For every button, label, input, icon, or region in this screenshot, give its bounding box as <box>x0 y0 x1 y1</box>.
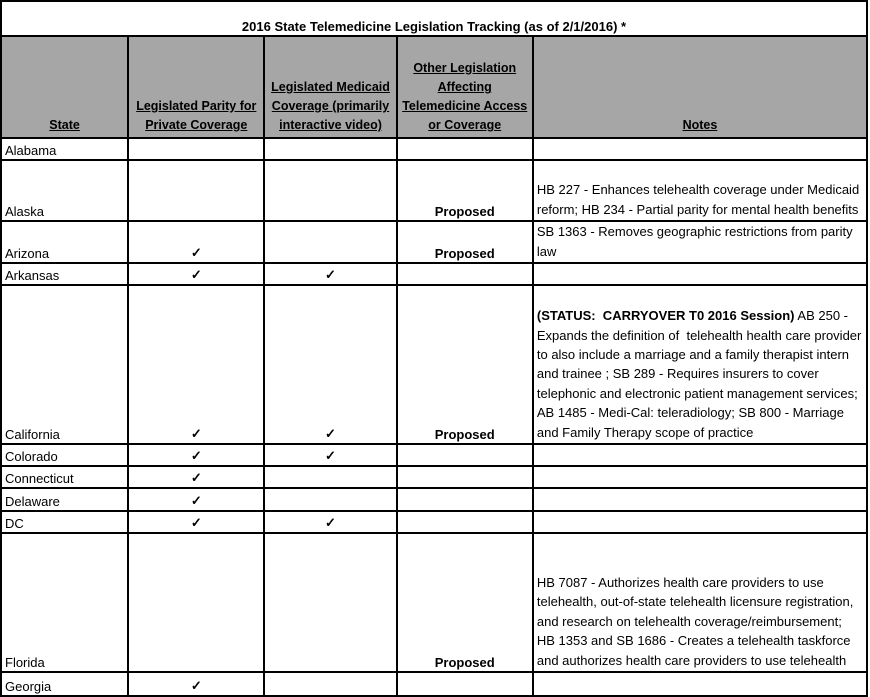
other-legislation-cell <box>397 488 533 511</box>
title-row <box>1 1 867 36</box>
table-row-florida <box>1 533 867 672</box>
medicaid-checkmark-cell: ✓ <box>264 511 396 533</box>
state-cell: Alabama <box>1 138 128 160</box>
medicaid-checkmark-cell <box>264 138 396 160</box>
state-cell: Arizona <box>1 221 128 263</box>
parity-checkmark-cell <box>128 138 264 160</box>
medicaid-checkmark-cell <box>264 672 396 696</box>
notes-cell <box>533 221 867 263</box>
medicaid-checkmark-cell: ✓ <box>264 263 396 285</box>
state-cell: DC <box>1 511 128 533</box>
other-legislation-cell <box>397 138 533 160</box>
parity-checkmark-cell: ✓ <box>128 672 264 696</box>
page-title: 2016 State Telemedicine Legislation Tracking (as of 2/1/2016) * <box>1 1 867 36</box>
parity-checkmark-cell: ✓ <box>128 285 264 444</box>
notes-bold-status: (STATUS: CARRYOVER T0 2016 Session) <box>536 308 795 324</box>
medicaid-checkmark-cell <box>264 160 396 221</box>
notes-text: AB 250 - Expands the definition of telehealth health care provider to also include a marriage and a family therapist intern and trainee ; SB 289 - Requires insurers to cover telephonic and electronic patient management services; AB 1485 - Medi-Cal: teleradiology; SB 800 - Marriage and Family Therapy scope of practice <box>536 308 865 440</box>
table-row-dc <box>1 511 867 533</box>
table-row-connecticut <box>1 466 867 488</box>
other-legislation-cell <box>397 672 533 696</box>
table-row-georgia <box>1 672 867 696</box>
table-row-alaska <box>1 160 867 221</box>
state-cell: Delaware <box>1 488 128 511</box>
state-cell: Connecticut <box>1 466 128 488</box>
medicaid-checkmark-cell <box>264 221 396 263</box>
column-header-notes: Notes <box>533 36 867 138</box>
state-cell: Georgia <box>1 672 128 696</box>
notes-cell <box>533 672 867 696</box>
notes-cell <box>533 285 867 444</box>
state-cell: California <box>1 285 128 444</box>
notes-text: HB 7087 - Authorizes health care providers to use telehealth, out-of-state telehealth licensure registration, and research on telehealth coverage/reimbursement; HB 1353 and SB 1686 - Creates a telehealth taskforce and authorizes health care providers to use telehealth <box>536 574 858 668</box>
notes-cell <box>533 511 867 533</box>
column-header-medicaid: Legislated Medicaid Coverage (primarily interactive video) <box>264 36 396 138</box>
notes-cell <box>533 533 867 672</box>
table-row-colorado <box>1 444 867 466</box>
table-row-delaware <box>1 488 867 511</box>
parity-checkmark-cell: ✓ <box>128 444 264 466</box>
other-legislation-cell <box>397 263 533 285</box>
medicaid-checkmark-cell <box>264 466 396 488</box>
notes-cell <box>533 160 867 221</box>
notes-text: HB 227 - Enhances telehealth coverage under Medicaid reform; HB 234 - Partial parity for mental health benefits <box>536 182 863 217</box>
notes-cell <box>533 444 867 466</box>
table-row-alabama <box>1 138 867 160</box>
state-cell: Colorado <box>1 444 128 466</box>
other-legislation-cell <box>397 466 533 488</box>
medicaid-checkmark-cell <box>264 533 396 672</box>
header-row <box>1 36 867 138</box>
parity-checkmark-cell: ✓ <box>128 263 264 285</box>
parity-checkmark-cell <box>128 160 264 221</box>
other-legislation-cell: Proposed <box>397 160 533 221</box>
table-row-california <box>1 285 867 444</box>
parity-checkmark-cell: ✓ <box>128 466 264 488</box>
other-legislation-cell: Proposed <box>397 221 533 263</box>
parity-checkmark-cell: ✓ <box>128 221 264 263</box>
other-legislation-cell <box>397 511 533 533</box>
table-row-arizona <box>1 221 867 263</box>
parity-checkmark-cell: ✓ <box>128 511 264 533</box>
other-legislation-cell: Proposed <box>397 285 533 444</box>
state-cell: Florida <box>1 533 128 672</box>
notes-cell <box>533 488 867 511</box>
notes-cell <box>533 466 867 488</box>
other-legislation-cell: Proposed <box>397 533 533 672</box>
notes-cell <box>533 138 867 160</box>
notes-text: SB 1363 - Removes geographic restrictions from parity law <box>536 224 857 259</box>
notes-cell <box>533 263 867 285</box>
medicaid-checkmark-cell: ✓ <box>264 285 396 444</box>
state-cell: Arkansas <box>1 263 128 285</box>
medicaid-checkmark-cell <box>264 488 396 511</box>
table-row-arkansas <box>1 263 867 285</box>
parity-checkmark-cell <box>128 533 264 672</box>
column-header-other-legislation: Other Legislation Affecting Telemedicine Access or Coverage <box>397 36 533 138</box>
column-header-state: State <box>1 36 128 138</box>
other-legislation-cell <box>397 444 533 466</box>
state-cell: Alaska <box>1 160 128 221</box>
parity-checkmark-cell: ✓ <box>128 488 264 511</box>
column-header-parity: Legislated Parity for Private Coverage <box>128 36 264 138</box>
medicaid-checkmark-cell: ✓ <box>264 444 396 466</box>
